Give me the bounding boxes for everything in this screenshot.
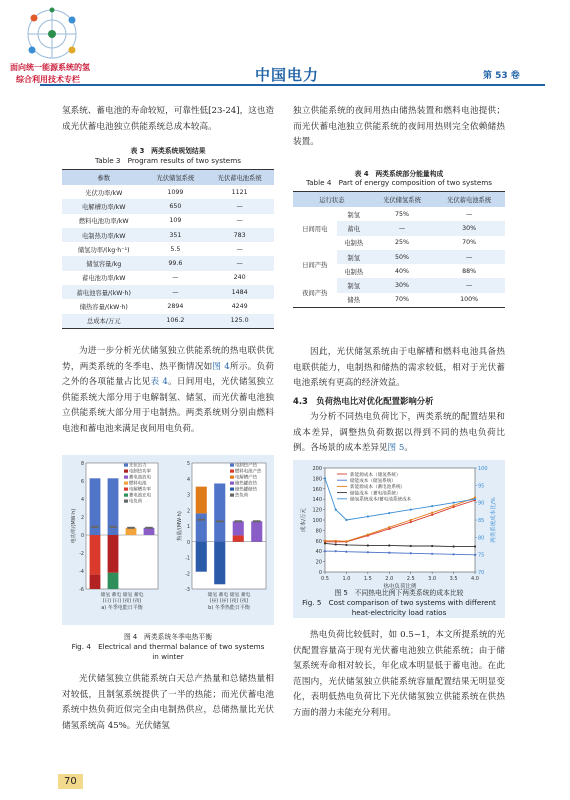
bar-segment bbox=[214, 483, 225, 541]
legend-swatch bbox=[230, 476, 234, 479]
bar-segment bbox=[196, 513, 207, 541]
bar-segment bbox=[233, 521, 244, 535]
table-cell: 240 bbox=[233, 274, 246, 282]
figure4-caption-en-1: Fig. 4 Electrical and thermal balance of two systems bbox=[71, 642, 265, 651]
table3-header-cell: 光伏蓄电池系统 bbox=[205, 170, 274, 186]
table4-header-cell: 光伏储氢系统 bbox=[371, 192, 433, 208]
table-cell: — bbox=[371, 221, 433, 235]
y-tick-label: -2 bbox=[185, 572, 190, 578]
y-tick-label: 6 bbox=[80, 480, 84, 485]
table-cell: 2894 bbox=[167, 303, 184, 311]
data-point bbox=[388, 544, 390, 546]
legend-swatch bbox=[124, 488, 128, 491]
table-cell: 燃料电池功率/kW bbox=[78, 218, 129, 226]
load-marker bbox=[197, 519, 205, 521]
data-point bbox=[324, 550, 326, 552]
data-point bbox=[410, 545, 412, 547]
column-topic-line2: 综合利用技术专栏 bbox=[16, 75, 80, 84]
y-tick-label: 8 bbox=[80, 462, 84, 467]
table-cell: 99.6 bbox=[145, 256, 205, 270]
x-axis-label: 热电负荷比例 bbox=[383, 584, 417, 590]
y2-tick-label: 80 bbox=[478, 535, 485, 542]
legend-label: 电解槽功率 bbox=[129, 487, 151, 493]
table-cell: 储热容量/(kW·h) bbox=[79, 304, 128, 312]
y-tick-label: 160 bbox=[312, 486, 322, 493]
table3-caption-en: Table 3 Program results of two systems bbox=[95, 156, 241, 165]
figure4-panel bbox=[62, 455, 274, 625]
bar-segment bbox=[90, 535, 101, 575]
left-paragraph-2 bbox=[62, 344, 274, 437]
legend-label: 电负荷 bbox=[129, 499, 143, 505]
table-cell: 75% bbox=[394, 210, 409, 218]
table-cell: 光伏功率/kW bbox=[85, 189, 123, 197]
data-point bbox=[324, 477, 326, 479]
table-row bbox=[62, 271, 274, 285]
load-marker bbox=[216, 520, 224, 522]
y2-tick-label: 70 bbox=[478, 570, 485, 576]
subplot-label: a) 冬季电能日平衡 bbox=[101, 605, 143, 611]
text-span: 。日间用电，光伏储氢独立供能系统大部分用于电解制氢、储氢，而光伏蓄电池独立供能系统大部分用于电制热。两类系统则分别由燃料电池和蓄电池来满足夜间用电负荷。 bbox=[62, 377, 274, 434]
table-cell: 储氢容量/kg bbox=[62, 256, 145, 270]
table4-state-cell: 日间用电 bbox=[293, 207, 337, 250]
bar-segment bbox=[108, 573, 119, 589]
data-point bbox=[474, 545, 476, 547]
data-point bbox=[431, 545, 433, 547]
table4-caption-en: Table 4 Part of energy composition of two systems bbox=[305, 178, 493, 187]
table-cell: — bbox=[172, 274, 179, 282]
figure5-caption-cn: 图 5 不同热电比例下两类系统的成本比较 bbox=[334, 589, 464, 597]
y-tick-label: 180 bbox=[312, 476, 322, 483]
bar-segment bbox=[196, 487, 207, 514]
y2-tick-label: 75 bbox=[478, 552, 485, 559]
table-cell: — bbox=[465, 210, 473, 218]
y-tick-label: 100 bbox=[312, 518, 322, 524]
legend-label: 燃料电池 bbox=[129, 481, 147, 487]
table-cell: 50% bbox=[371, 250, 433, 264]
table-cell: 70% bbox=[462, 239, 477, 247]
figure4-caption-cn: 图 4 两类系统冬季电热平衡 bbox=[123, 633, 213, 641]
data-point bbox=[335, 540, 337, 542]
x-tick-label: 4.0 bbox=[471, 576, 479, 582]
table4-state-cell: 夜间产热 bbox=[293, 278, 337, 307]
load-marker bbox=[145, 527, 153, 529]
data-point bbox=[431, 514, 433, 516]
y-tick-label: 0 bbox=[318, 570, 322, 576]
data-point bbox=[367, 533, 369, 535]
right-paragraph-3 bbox=[293, 410, 505, 457]
table-cell: 30% bbox=[433, 221, 505, 235]
legend-label: 新能源成本（蓄电池系统） bbox=[350, 485, 406, 491]
legend-label: 电解槽产热 bbox=[235, 475, 257, 481]
table-cell: 125.0 bbox=[205, 314, 274, 329]
y-tick-label: 0 bbox=[80, 534, 84, 539]
bar-segment bbox=[196, 542, 207, 572]
figure5-caption-en-2: heat-electricity load ratios bbox=[351, 608, 447, 617]
legend-swatch bbox=[124, 470, 128, 473]
column-topic-line1: 面向统一能源系统的氢 bbox=[10, 63, 90, 72]
y-tick-label: -1 bbox=[185, 556, 190, 562]
legend-label: 热负荷 bbox=[235, 493, 249, 499]
y-tick-label: 20 bbox=[315, 559, 322, 566]
table-cell: 制氢 bbox=[337, 250, 371, 264]
left-paragraph-3: 光伏储氢独立供能系统白天总产热量和总储热量相对较低，且制氢系统提供了一半的热能；而光伏蓄电池系统中热负荷近似完全由电制热供应，总储热量比光伏储氢系统高 45%。光伏储氢 bbox=[62, 674, 274, 731]
table-cell: 1484 bbox=[205, 285, 274, 299]
legend-swatch bbox=[124, 482, 128, 485]
table-row bbox=[293, 278, 505, 292]
x-category-labels: 储氢 蓄电 储氢 蓄电 bbox=[100, 593, 144, 598]
x-tick-label: 2.0 bbox=[385, 576, 394, 582]
bar-segment bbox=[214, 542, 225, 585]
x-category-labels-2: (日) (日) (夜) (夜) bbox=[102, 599, 142, 604]
table-row bbox=[62, 285, 274, 299]
data-point bbox=[410, 521, 412, 523]
table-cell: — bbox=[433, 278, 505, 292]
table4-header-row bbox=[293, 192, 505, 208]
y-axis-label: 热量/(MW·h) bbox=[177, 511, 183, 541]
table-cell: 电制热 bbox=[344, 268, 364, 276]
legend-label: 新能源成本（储氢系统） bbox=[350, 472, 401, 478]
table-cell: — bbox=[205, 199, 274, 213]
data-point bbox=[410, 519, 412, 521]
legend-swatch bbox=[124, 494, 128, 497]
table-cell: 109 bbox=[169, 217, 182, 225]
x-tick-label: 1.0 bbox=[342, 576, 351, 582]
volume-number: 第 53 卷 bbox=[483, 71, 520, 81]
y-tick-label: 4 bbox=[186, 477, 190, 483]
y-tick-label: 4 bbox=[80, 498, 84, 503]
table3 bbox=[62, 169, 274, 329]
table-cell: 650 bbox=[145, 199, 205, 213]
table-row bbox=[62, 185, 274, 199]
table3-header-cell: 光伏储氢系统 bbox=[145, 170, 205, 186]
table-cell: 25% bbox=[394, 239, 409, 247]
figure5-reference-link[interactable]: 图 5 bbox=[387, 443, 405, 453]
x-tick-label: 0.5 bbox=[321, 576, 329, 582]
data-point bbox=[474, 498, 476, 500]
table-row bbox=[62, 256, 274, 270]
y-tick-label: 0 bbox=[186, 540, 190, 546]
figure4-chart bbox=[62, 455, 274, 625]
table-cell: 蓄电池容量/(kW·h) bbox=[62, 285, 145, 299]
table-cell: 蓄电 bbox=[337, 221, 371, 235]
data-point bbox=[431, 505, 433, 507]
data-point bbox=[452, 545, 454, 547]
data-point bbox=[452, 504, 454, 506]
table-cell: — bbox=[145, 285, 205, 299]
legend-label: 储氢系统成本/蓄电池系统成本 bbox=[350, 497, 412, 503]
table-cell: 4249 bbox=[231, 303, 248, 311]
y-tick-label: 40 bbox=[315, 549, 322, 556]
table-cell: 88% bbox=[462, 267, 477, 275]
y2-axis-label: 两类系统成本比/% bbox=[491, 497, 497, 543]
table-row bbox=[62, 242, 274, 256]
data-point bbox=[345, 544, 347, 546]
table-row bbox=[62, 199, 274, 213]
data-point bbox=[324, 542, 326, 544]
figure4-reference-link[interactable]: 图 4 bbox=[212, 361, 230, 372]
y-tick-label: 200 bbox=[312, 466, 322, 472]
table-cell: 蓄电池功率/kW bbox=[82, 275, 126, 283]
y2-tick-label: 85 bbox=[478, 518, 485, 524]
right-paragraph-1: 独立供能系统的夜间用热由储热装置和燃料电池提供；而光伏蓄电池独立供能系统的夜间用热则完全依赖储热装置。 bbox=[293, 106, 505, 147]
x-category-labels: 储氢 蓄电 储氢 蓄电 bbox=[207, 593, 251, 598]
data-point bbox=[335, 550, 337, 552]
y-tick-label: 60 bbox=[315, 538, 322, 545]
table-row bbox=[293, 250, 505, 264]
legend-label: 燃料电池产热 bbox=[235, 469, 262, 475]
data-point bbox=[345, 540, 347, 542]
table-cell: 30% bbox=[371, 278, 433, 292]
y-tick-label: 120 bbox=[312, 507, 322, 514]
y-tick-label: 140 bbox=[312, 497, 322, 504]
table-cell: 总成本/万元 bbox=[62, 314, 145, 329]
legend-label: 储热罐放热 bbox=[235, 481, 257, 487]
y-axis-label: 成本/万元 bbox=[301, 508, 307, 532]
table-row bbox=[62, 228, 274, 242]
y-tick-label: -4 bbox=[79, 570, 84, 575]
legend-swatch bbox=[230, 488, 234, 491]
data-point bbox=[345, 551, 347, 553]
bar-segment bbox=[90, 575, 101, 589]
data-point bbox=[474, 554, 476, 556]
bar-segment bbox=[108, 535, 119, 573]
load-marker bbox=[91, 526, 99, 528]
data-point bbox=[335, 543, 337, 545]
legend-swatch bbox=[124, 500, 128, 503]
legend-swatch bbox=[230, 494, 234, 497]
legend-swatch bbox=[230, 482, 234, 485]
y-tick-label: 2 bbox=[80, 516, 84, 521]
load-marker bbox=[109, 526, 117, 528]
right-paragraph-2: 因此，光伏储氢系统由于电解槽和燃料电池具备热电联供能力，电制热和储热的需求较低，相对于光伏蓄电池系统有更高的经济效益。 bbox=[293, 347, 505, 388]
load-marker bbox=[234, 520, 242, 522]
data-point bbox=[367, 515, 369, 517]
table-cell: — bbox=[205, 256, 274, 270]
table3-caption-cn: 表 3 两类系统规划结果 bbox=[130, 147, 206, 155]
data-point bbox=[367, 544, 369, 546]
legend-label: 储能成本（蓄电池系统） bbox=[350, 491, 401, 497]
table4-header-cell: 光伏蓄电池系统 bbox=[433, 192, 505, 208]
y-tick-label: 80 bbox=[315, 528, 322, 535]
data-point bbox=[431, 553, 433, 555]
table-cell: — bbox=[236, 217, 243, 225]
table-cell: 40% bbox=[394, 267, 409, 275]
table-cell: 5.5 bbox=[170, 245, 181, 253]
journal-title: 中国电力 bbox=[255, 66, 320, 84]
legend-label: 电制热产热 bbox=[235, 463, 257, 469]
load-marker bbox=[253, 520, 261, 522]
text-span: 所示。负荷之外的各项能量占比见 bbox=[62, 361, 274, 387]
data-point bbox=[410, 552, 412, 554]
table-cell: — bbox=[433, 250, 505, 264]
table-row bbox=[62, 214, 274, 228]
table4 bbox=[293, 191, 505, 308]
y2-tick-label: 95 bbox=[478, 483, 485, 490]
x-category-labels-2: (昼) (昼) (夜) (夜) bbox=[209, 599, 249, 604]
legend-swatch bbox=[230, 470, 234, 473]
legend-swatch bbox=[124, 476, 128, 479]
data-point bbox=[410, 509, 412, 511]
table-cell: 储氢功率/(kg·h⁻¹) bbox=[77, 246, 130, 254]
y-tick-label: -2 bbox=[79, 552, 84, 557]
subplot-label: b) 冬季热能日平衡 bbox=[208, 605, 250, 611]
table-cell: 储热 bbox=[347, 297, 360, 305]
data-point bbox=[431, 512, 433, 514]
x-tick-label: 3.0 bbox=[428, 576, 437, 582]
table-cell: 制氢 bbox=[337, 278, 371, 292]
table-cell: 351 bbox=[145, 228, 205, 242]
bar-segment bbox=[233, 535, 244, 541]
figure5-caption-en-1: Fig. 5 Cost comparison of two systems with different bbox=[302, 598, 496, 607]
y-tick-label: 2 bbox=[186, 509, 190, 515]
x-tick-label: 3.5 bbox=[449, 576, 458, 582]
table-row bbox=[62, 314, 274, 329]
table4-reference-link[interactable]: 表 4 bbox=[150, 377, 168, 387]
legend-label: 蓄电池充电 bbox=[129, 493, 151, 499]
legend-swatch bbox=[230, 464, 234, 467]
legend-swatch bbox=[124, 464, 128, 467]
data-point bbox=[367, 551, 369, 553]
legend-label: 电制热功率 bbox=[129, 469, 151, 475]
table-cell: 70% bbox=[394, 296, 409, 304]
bar-segment bbox=[144, 528, 155, 535]
table4-state-cell: 日间产热 bbox=[293, 250, 337, 279]
data-point bbox=[345, 519, 347, 521]
legend-label: 光伏出力 bbox=[129, 463, 147, 469]
y-tick-label: 5 bbox=[186, 462, 190, 467]
table-cell: 100% bbox=[460, 296, 479, 304]
table-row bbox=[62, 299, 274, 313]
legend-label: 蓄电池放电 bbox=[129, 475, 151, 481]
left-paragraph-1: 氢系统、蓄电池的寿命较短，可靠性低[23-24]，这也造成光伏蓄电池独立供能系统总成本较高。 bbox=[62, 106, 274, 132]
table-cell: 1121 bbox=[231, 188, 248, 196]
data-point bbox=[452, 502, 454, 504]
table-cell: 电制热 bbox=[344, 240, 364, 248]
data-point bbox=[388, 552, 390, 554]
table-cell: 783 bbox=[205, 228, 274, 242]
table-row bbox=[293, 207, 505, 221]
bar-segment bbox=[126, 528, 137, 535]
data-point bbox=[388, 512, 390, 514]
data-point bbox=[335, 509, 337, 511]
figure4-caption-en-2: in winter bbox=[152, 652, 184, 661]
y2-tick-label: 100 bbox=[478, 466, 488, 472]
section-heading-4-3: 4.3 负荷热电比对优化配置影响分析 bbox=[293, 396, 434, 406]
y-axis-label: 电功率/(MW·h) bbox=[71, 508, 77, 544]
column-logo bbox=[2, 4, 102, 84]
bar-segment bbox=[251, 521, 262, 541]
data-point bbox=[452, 553, 454, 555]
text-span: 为进一步分析光伏储氢独立供能系统的热电联供优势，两类系统的冬季电、热平衡情况如 bbox=[62, 346, 274, 372]
table-cell: 制氢 bbox=[347, 211, 360, 219]
text-span: 。 bbox=[404, 443, 413, 453]
load-marker bbox=[127, 527, 135, 529]
data-point bbox=[324, 540, 326, 542]
table4-header-cell: 运行状态 bbox=[293, 192, 371, 208]
y2-tick-label: 90 bbox=[478, 500, 485, 507]
header-rule bbox=[40, 84, 545, 86]
table-cell: — bbox=[236, 245, 243, 253]
data-point bbox=[388, 526, 390, 528]
table3-header-row bbox=[62, 170, 274, 186]
text-span: 为分析不同热电负荷比下，两类系统的配置结果和成本差异，调整热负荷数据以得到不同的热电负荷比例。各场景的成本差异见 bbox=[293, 412, 505, 453]
table-cell: 电制热功率/kW bbox=[62, 228, 145, 242]
table4-caption-cn: 表 4 两类系统部分能量构成 bbox=[354, 170, 444, 178]
legend-label: 储能成本（储氢系统） bbox=[350, 479, 396, 484]
page-number: 70 bbox=[58, 774, 83, 789]
table-cell: 电解槽功率/kW bbox=[62, 199, 145, 213]
y-tick-label: -3 bbox=[185, 588, 190, 593]
legend-label: 储热罐储热 bbox=[235, 487, 257, 493]
right-paragraph-4: 热电负荷比较低时，如 0.5~1，本文所提系统的光伏配置容量高于现有光伏蓄电池独立供能系统；由于储氢系统寿命相对较长，年化成本明显低于蓄电池。在此范围内，光伏储氢独立供能系统容量配置结果无明显变化，表明低热电负荷比下光伏储氢独立供能系统在供热方面的潜力未能充分利用。 bbox=[293, 630, 505, 718]
table-cell: 106.2 bbox=[145, 314, 205, 329]
table3-header-cell: 参数 bbox=[62, 170, 145, 186]
x-tick-label: 2.5 bbox=[406, 576, 415, 582]
y-tick-label: 3 bbox=[186, 493, 190, 499]
x-tick-label: 1.5 bbox=[363, 576, 372, 582]
y-tick-label: -6 bbox=[79, 588, 84, 593]
table-cell: 1099 bbox=[167, 188, 184, 196]
y-tick-label: 1 bbox=[186, 525, 190, 530]
